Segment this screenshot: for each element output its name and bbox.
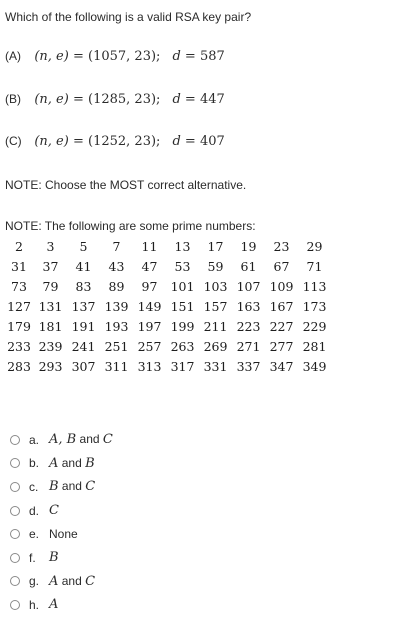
prime-number: 211 — [203, 318, 228, 334]
choice-letter: g. — [29, 574, 40, 589]
radio-button[interactable] — [10, 576, 20, 586]
prime-number: 317 — [170, 358, 195, 374]
prime-number: 257 — [137, 338, 162, 354]
primes-row — [4, 276, 331, 296]
option-b — [5, 92, 225, 107]
option-c-d: d = 407 — [172, 134, 225, 149]
prime-number: 73 — [11, 278, 27, 294]
choice-letter: c. — [29, 479, 39, 494]
radio-button[interactable] — [10, 600, 20, 610]
prime-number: 197 — [137, 318, 162, 334]
prime-number: 109 — [269, 278, 294, 294]
answer-choice-e[interactable] — [10, 522, 400, 546]
prime-number: 151 — [170, 298, 195, 314]
primes-row — [4, 236, 331, 256]
primes-row — [4, 296, 331, 316]
radio-button[interactable] — [10, 529, 20, 539]
prime-number: 11 — [141, 238, 158, 254]
prime-number: 101 — [170, 278, 195, 294]
prime-number: 223 — [236, 318, 261, 334]
prime-number: 103 — [203, 278, 228, 294]
prime-number: 79 — [42, 278, 59, 294]
prime-number: 233 — [7, 338, 31, 354]
prime-number: 179 — [7, 318, 31, 334]
prime-number: 277 — [269, 338, 294, 354]
prime-number: 163 — [236, 298, 261, 314]
prime-number: 173 — [302, 298, 327, 314]
prime-number: 313 — [137, 358, 162, 374]
answer-choice-g[interactable] — [10, 570, 400, 594]
radio-button[interactable] — [10, 482, 20, 492]
option-c — [5, 134, 225, 149]
prime-number: 251 — [104, 338, 129, 354]
question-prompt: Which of the following is a valid RSA key pair? — [5, 10, 252, 24]
prime-number: 137 — [71, 298, 96, 314]
radio-button[interactable] — [10, 435, 20, 445]
prime-number: 13 — [174, 238, 191, 254]
choice-letter: b. — [29, 456, 40, 471]
choice-text: C — [49, 503, 59, 519]
choice-text: B — [49, 550, 59, 566]
radio-button[interactable] — [10, 506, 20, 516]
prime-number: 89 — [108, 278, 125, 294]
answer-choice-c[interactable] — [10, 475, 400, 499]
radio-button[interactable] — [10, 458, 20, 468]
option-c-label: (C) — [5, 134, 22, 148]
note-most-correct: NOTE: Choose the MOST correct alternative. — [5, 178, 247, 192]
prime-number: 271 — [236, 338, 261, 354]
prime-number: 107 — [236, 278, 261, 294]
prime-number: 83 — [75, 278, 92, 294]
prime-number: 269 — [203, 338, 228, 354]
radio-button[interactable] — [10, 553, 20, 563]
choice-text: A, B and C — [49, 432, 113, 448]
prime-number: 139 — [104, 298, 129, 314]
answer-choice-a[interactable] — [10, 428, 400, 452]
prime-number: 239 — [38, 338, 63, 354]
prime-number: 17 — [207, 238, 224, 254]
prime-number: 37 — [42, 258, 59, 274]
primes-row — [4, 356, 331, 376]
option-a — [5, 49, 225, 64]
note-primes: NOTE: The following are some prime numbers: — [5, 219, 256, 233]
prime-number: 293 — [38, 358, 63, 374]
prime-number: 191 — [71, 318, 96, 334]
choice-letter: f. — [29, 550, 36, 565]
prime-number: 241 — [71, 338, 96, 354]
prime-number: 199 — [170, 318, 195, 334]
primes-table — [4, 236, 331, 376]
choice-text: B and C — [49, 479, 96, 495]
prime-number: 61 — [240, 258, 257, 274]
prime-number: 283 — [7, 358, 31, 374]
prime-number: 311 — [104, 358, 129, 374]
answer-choices — [10, 428, 400, 617]
primes-row — [4, 316, 331, 336]
prime-number: 281 — [302, 338, 327, 354]
prime-number: 263 — [170, 338, 195, 354]
choice-letter: d. — [29, 503, 40, 518]
prime-number: 3 — [46, 238, 55, 254]
answer-choice-f[interactable] — [10, 546, 400, 570]
prime-number: 97 — [141, 278, 158, 294]
prime-number: 29 — [306, 238, 323, 254]
choice-text: A — [49, 597, 59, 613]
prime-number: 113 — [302, 278, 327, 294]
prime-number: 41 — [75, 258, 92, 274]
choice-text: A and B — [49, 455, 95, 471]
prime-number: 43 — [108, 258, 125, 274]
choice-letter: a. — [29, 432, 40, 447]
prime-number: 167 — [269, 298, 294, 314]
prime-number: 157 — [203, 298, 228, 314]
prime-number: 193 — [104, 318, 129, 334]
option-a-ne: (n, e) = (1057, 23); — [34, 49, 161, 64]
answer-choice-b[interactable] — [10, 452, 400, 476]
prime-number: 347 — [269, 358, 294, 374]
prime-number: 23 — [273, 238, 290, 254]
prime-number: 131 — [38, 298, 63, 314]
option-c-ne: (n, e) = (1252, 23); — [34, 134, 161, 149]
option-b-d: d = 447 — [172, 92, 225, 107]
prime-number: 181 — [38, 318, 63, 334]
choice-letter: h. — [29, 597, 40, 612]
choice-letter: e. — [29, 527, 40, 542]
prime-number: 31 — [11, 258, 27, 274]
prime-number: 19 — [240, 238, 257, 254]
prime-number: 53 — [174, 258, 191, 274]
choice-text: None — [49, 527, 78, 542]
prime-number: 67 — [273, 258, 290, 274]
primes-row — [4, 336, 331, 356]
prime-number: 127 — [7, 298, 31, 314]
prime-number: 307 — [71, 358, 96, 374]
prime-number: 47 — [141, 258, 158, 274]
prime-number: 2 — [15, 238, 23, 254]
prime-number: 349 — [302, 358, 327, 374]
option-b-label: (B) — [5, 92, 21, 106]
prime-number: 59 — [207, 258, 224, 274]
prime-number: 229 — [302, 318, 327, 334]
prime-number: 149 — [137, 298, 162, 314]
prime-number: 5 — [79, 238, 88, 254]
prime-number: 7 — [112, 238, 121, 254]
answer-choice-h[interactable] — [10, 593, 400, 617]
prime-number: 71 — [306, 258, 323, 274]
prime-number: 331 — [203, 358, 228, 374]
option-a-label: (A) — [5, 49, 21, 63]
primes-row — [4, 256, 331, 276]
prime-number: 227 — [269, 318, 294, 334]
answer-choice-d[interactable] — [10, 499, 400, 523]
option-a-d: d = 587 — [172, 49, 225, 64]
option-b-ne: (n, e) = (1285, 23); — [34, 92, 161, 107]
choice-text: A and C — [49, 573, 96, 589]
prime-number: 337 — [236, 358, 261, 374]
